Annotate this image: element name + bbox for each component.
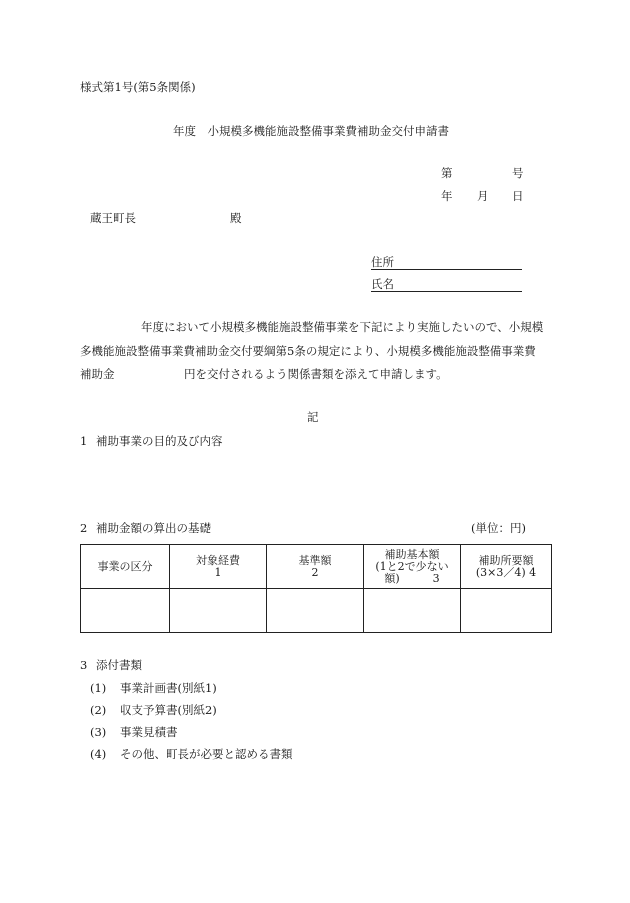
addressee-name: 蔵王町長 <box>90 211 136 225</box>
section-2-number: 2 <box>80 521 88 535</box>
body-line-2: 多機能施設整備事業費補助金交付要綱第5条の規定により、小規模多機能施設整備事業費 <box>80 344 536 358</box>
table-row <box>81 589 552 633</box>
header-target-expense: 対象経費 1 <box>170 545 267 589</box>
date-year-label: 年 <box>441 189 453 203</box>
header-business-category: 事業の区分 <box>81 545 170 589</box>
attachment-3-text: 事業見積書 <box>120 725 178 739</box>
cell-required-subsidy[interactable] <box>461 589 552 633</box>
cell-base-subsidy[interactable] <box>364 589 461 633</box>
date-month-label: 月 <box>477 189 489 203</box>
header-required-subsidy: 補助所要額 (3×3／4) 4 <box>461 545 552 589</box>
section-2-title: 補助金額の算出の基礎 <box>96 521 211 535</box>
name-label: 氏名 <box>371 277 394 291</box>
date-day-label: 日 <box>512 189 524 203</box>
attachment-1-number: (1) <box>90 681 107 695</box>
form-number: 様式第1号(第5条関係) <box>80 80 196 94</box>
doc-number-suffix: 号 <box>512 166 524 180</box>
section-3-number: 3 <box>80 658 88 672</box>
table-header-row <box>81 545 552 589</box>
unit-label: (単位：円) <box>471 521 526 535</box>
name-underline <box>371 291 522 292</box>
body-line-3-end: 円を交付されるよう関係書類を添えて申請します。 <box>184 367 448 381</box>
subsidy-calculation-table <box>80 544 552 633</box>
cell-standard-amount[interactable] <box>267 589 364 633</box>
attachment-3-number: (3) <box>90 725 107 739</box>
section-1-title: 補助事業の目的及び内容 <box>96 434 223 448</box>
section-3-title: 添付書類 <box>96 658 142 672</box>
attachment-4-text: その他、町長が必要と認める書類 <box>120 747 293 761</box>
cell-target-expense[interactable] <box>170 589 267 633</box>
attachment-2-text: 収支予算書(別紙2) <box>120 703 217 717</box>
section-1-number: 1 <box>80 434 88 448</box>
header-base-subsidy: 補助基本額 (1と2で少ない 額) 3 <box>364 545 461 589</box>
cell-business-category[interactable] <box>81 589 170 633</box>
document-title: 年度 小規模多機能施設整備事業費補助金交付申請書 <box>173 124 449 138</box>
ki-heading: 記 <box>307 410 319 424</box>
body-line-3-start: 補助金 <box>80 367 115 381</box>
attachment-2-number: (2) <box>90 703 107 717</box>
body-line-1: 年度において小規模多機能施設整備事業を下記により実施したいので、小規模 <box>141 320 544 334</box>
header-standard-amount: 基準額 2 <box>267 545 364 589</box>
address-underline <box>371 269 522 270</box>
address-label: 住所 <box>371 255 394 269</box>
addressee-honorific: 殿 <box>230 211 242 225</box>
attachment-1-text: 事業計画書(別紙1) <box>120 681 217 695</box>
attachment-4-number: (4) <box>90 747 107 761</box>
doc-number-prefix: 第 <box>441 166 453 180</box>
